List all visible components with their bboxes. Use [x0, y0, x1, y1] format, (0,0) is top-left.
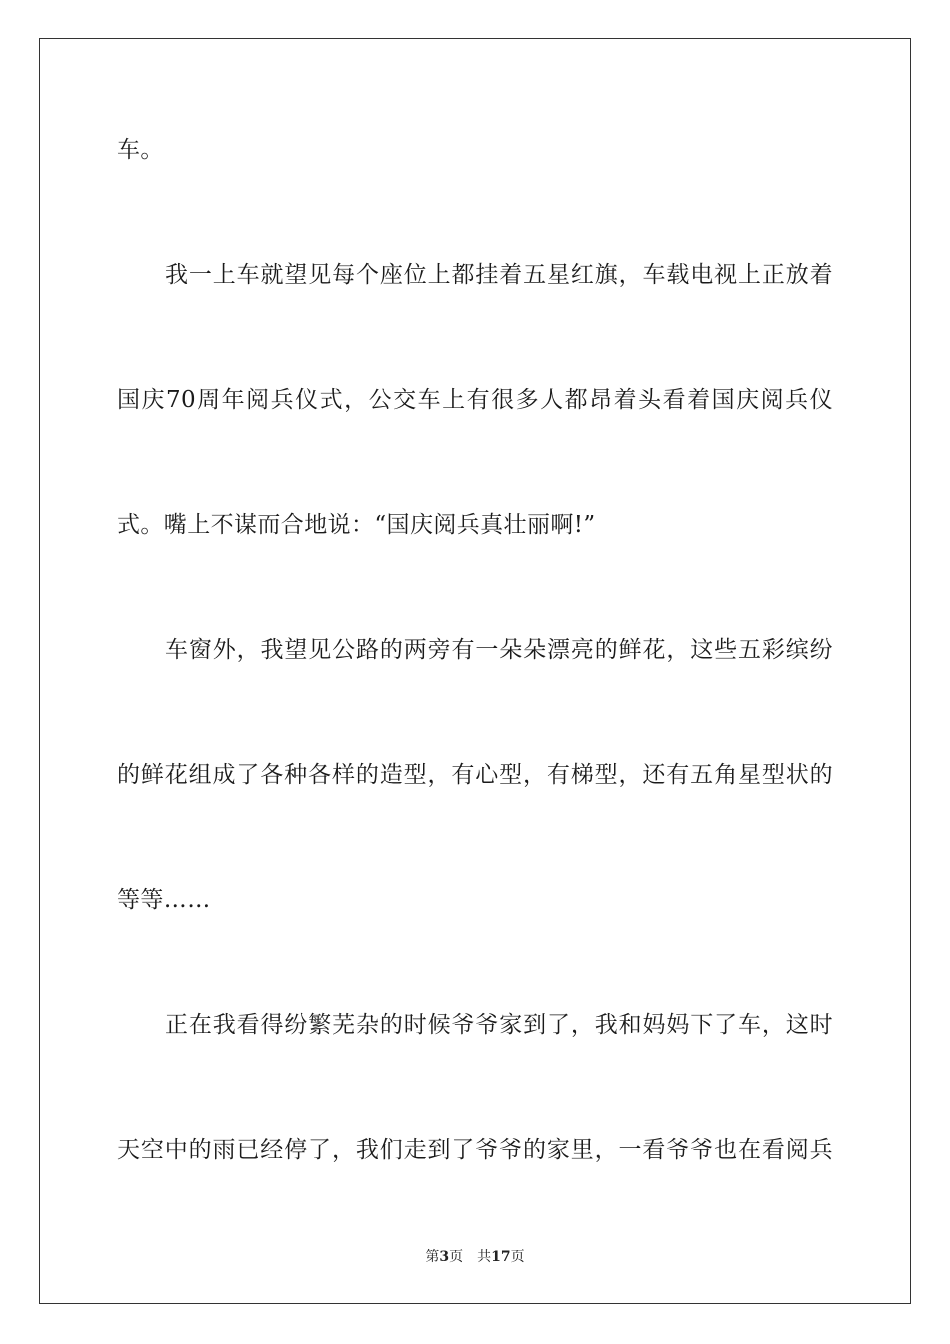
text-line: 我一上车就望见每个座位上都挂着五星红旗，车载电视上正放着	[165, 262, 833, 288]
total-prefix: 共	[477, 1249, 492, 1265]
page-footer	[0, 1247, 950, 1267]
text-line: 国庆70周年阅兵仪式，公交车上有很多人都昂着头看着国庆阅兵仪	[117, 387, 833, 413]
text-line: 的鲜花组成了各种各样的造型，有心型，有梯型，还有五角星型状的	[117, 762, 833, 788]
text-line: 式。嘴上不谋而合地说：“国庆阅兵真壮丽啊!”	[117, 512, 596, 538]
text-line: 正在我看得纷繁芜杂的时候爷爷家到了，我和妈妈下了车，这时	[165, 1012, 833, 1038]
page-prefix: 第	[425, 1249, 440, 1265]
text-line: 等等……	[117, 887, 211, 913]
page-number: 3	[439, 1249, 450, 1265]
text-line: 天空中的雨已经停了，我们走到了爷爷的家里，一看爷爷也在看阅兵	[117, 1137, 833, 1163]
page-border	[39, 38, 911, 1304]
text-line: 车窗外，我望见公路的两旁有一朵朵漂亮的鲜花，这些五彩缤纷	[165, 637, 833, 663]
total-suffix: 页	[510, 1249, 525, 1265]
page-suffix: 页	[449, 1249, 464, 1265]
text-line: 车。	[117, 137, 164, 163]
total-pages: 17	[491, 1249, 511, 1265]
